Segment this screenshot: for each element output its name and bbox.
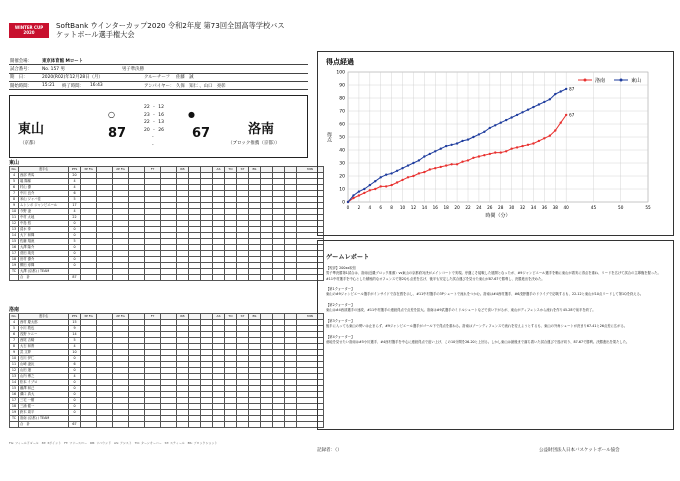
crew-chief: 佐藤 誠 (176, 75, 194, 81)
data-point (423, 171, 425, 173)
data-point (396, 170, 398, 172)
x-tick-label: 10 (399, 205, 406, 210)
y-tick-label: 70 (339, 109, 345, 115)
data-point (538, 103, 540, 105)
data-point (532, 142, 534, 144)
player-row: 13 清水 拳 0 (10, 227, 324, 233)
player-row: 14 大下 和輝 0 (10, 233, 324, 239)
x-tick-label: 50 (618, 205, 624, 210)
data-point (369, 189, 371, 191)
data-point (527, 109, 529, 111)
data-point (500, 122, 502, 124)
home-team-name: 東山 (18, 122, 45, 137)
data-point (472, 157, 474, 159)
data-point (549, 98, 551, 100)
x-tick-label: 26 (487, 205, 493, 210)
data-point (478, 155, 480, 157)
data-point (418, 159, 420, 161)
data-point (423, 155, 425, 157)
game-number: No. 157 男 (42, 66, 65, 72)
player-row: 6 浅野 ケニー 14 (10, 332, 324, 338)
data-point (385, 174, 387, 176)
data-point (429, 168, 431, 170)
x-tick-label: 12 (410, 205, 417, 210)
data-point (369, 184, 371, 186)
x-tick-label: 20 (454, 205, 460, 210)
data-point (363, 192, 365, 194)
data-point (494, 151, 496, 153)
data-point (363, 188, 365, 190)
x-tick-label: 16 (432, 205, 438, 210)
stats-legend: FG: フィールドゴール 3P: 3ポイント FT: フリースロー RB: リバウンド AS: アシスト TO: ターンオーバー ST: スティール BS: ブロックショット (9, 441, 218, 445)
data-point (532, 106, 534, 108)
legend-label: 洛南 (595, 78, 606, 84)
player-row: 19 鈴木 周平 0 (10, 410, 324, 416)
data-point (429, 153, 431, 155)
report-body: 【短評】200xx取信 男子準決勝第1試合は、洛南(近畿ブロック推薦）vs東山の京都府対決がメインコートで実現。序盤こそ接戦した展開となったが、#9ジャンピエール選手を軸に東山が着実に得点を重ね、リードを広げて試合の主導権を握った。#11中村選手を中心とした積極的なオフェンスで第2Qも点差を広げ、後半も安定した試合運びを見せた東山が87-67で勝利し、決勝進出を決めた。 【第1クォーター】 東山の#9ジャンピエール選手がインサイドで存在感を示し、#11中村選手の3Pシュートで流れをつかむ。洛南は#4西村選手、#6浅野選手のドライブで応戦するも、22-12と東山が10点リードして第1Qを終える。 【第2クォーター】 東山は#4西部選手の速攻、#11中村選手の連続得点で点差を拡大。洛南は#9武選手のミドルシュートなどで食い下がるが、東山がディフェンスから流れを作り45-28で前半を終了。 【第3クォーター】 後半に入っても東山の勢いは止まらず、#9ジャンピエール選手がゴール下で得点を重ねる。洛南はゾーンディフェンスで流れを変えようとするも、東山の外角シュートが決まり67-41と26点差に広がる。 【第4クォーター】 意地を見せたい洛南は#5小川選手、#4西村選手を中心に連続得点で追い上げ、この10分間を26-20と上回る。しかし東山は最後まで落ち着いた試合運びで逃げ切り、87-67で勝利。決勝進出を果たした。 (326, 266, 661, 345)
score-panel (9, 95, 308, 158)
data-point (440, 166, 442, 168)
x-tick-label: 4 (368, 205, 372, 210)
data-point (549, 135, 551, 137)
data-point (505, 150, 507, 152)
x-tick-label: 14 (421, 205, 428, 210)
player-row: 4 西部 秀馬 20 (10, 173, 324, 179)
home-score: 87 (108, 126, 127, 141)
data-point (527, 144, 529, 146)
total-row: 合 計 87 (10, 275, 324, 281)
document-title (56, 21, 316, 39)
player-row: 8 米山 ジャバ佳 5 (10, 197, 324, 203)
y-tick-label: 20 (339, 174, 345, 180)
data-point (401, 179, 403, 181)
data-point (554, 129, 556, 131)
end-time: 16:43 (90, 83, 103, 89)
y-tick-label: 10 (339, 187, 345, 193)
home-box-score (9, 166, 324, 281)
data-point (478, 133, 480, 135)
player-row: 16 溝口 真大 0 (10, 392, 324, 398)
stats-header-row: No. 選手名 PTS 3P FG 2P FG FT RB AS TO ST BS MIN (10, 314, 324, 320)
x-tick-label: 8 (390, 205, 393, 210)
x-tick-label: 18 (443, 205, 449, 210)
player-row: 7 中川 良介 6 (10, 191, 324, 197)
data-point (467, 159, 469, 161)
y-tick-label: 80 (339, 96, 345, 102)
x-tick-label: 22 (465, 205, 471, 210)
player-row: 5 堀 陽稀 4 (10, 179, 324, 185)
chart-svg (318, 52, 675, 237)
x-tick-label: 55 (645, 205, 651, 210)
team-row: TC 大澤 (京都) / TEAM (10, 269, 324, 275)
data-point (358, 190, 360, 192)
data-point (445, 145, 447, 147)
data-point (380, 176, 382, 178)
start-time: 15:21 (42, 83, 55, 89)
data-point (412, 175, 414, 177)
player-row: 6 村山 優 4 (10, 185, 324, 191)
y-tick-label: 60 (339, 122, 345, 128)
data-point (407, 176, 409, 178)
x-tick-label: 24 (476, 205, 482, 210)
y-tick-label: 30 (339, 161, 345, 167)
y-axis-label: 得点 (326, 132, 332, 142)
x-tick-label: 38 (552, 205, 558, 210)
team-row: TC 洛南 (京都) / TEAM (10, 416, 324, 422)
win-mark: ○ (108, 110, 115, 119)
player-row: 7 西尾 吉騎 5 (10, 338, 324, 344)
data-point (472, 136, 474, 138)
x-axis-label: 時間（分） (485, 213, 511, 219)
data-point (374, 180, 376, 182)
data-point (434, 150, 436, 152)
data-point (521, 145, 523, 147)
data-point (565, 114, 567, 116)
chart-title: 得点経過 (326, 58, 354, 66)
data-point (521, 111, 523, 113)
data-point (347, 201, 349, 203)
data-point (407, 164, 409, 166)
data-point (418, 172, 420, 174)
data-point (510, 148, 512, 150)
player-row: 9 ムトンボ ジャンピエール 17 (10, 203, 324, 209)
player-row: 15 佐藤 翔流 5 (10, 239, 324, 245)
player-row: 19 柳田 寿輝 0 (10, 263, 324, 269)
total-row: 合 計 67 (10, 422, 324, 428)
organization: 公益財団法人日本バスケットボール協会 (539, 448, 620, 453)
game-info: 開催会場： 東京体育館 Mロート 試合番号： No. 157 男 男子準決勝 期 日： 2020(R02)年12月28日（月） クルーチーフ 佐藤 誠 開始時間： 15:21 終了時間： 16:43 アンパイヤー： 久保 知仁 、山口 亮彰 (9, 57, 308, 90)
data-point (505, 119, 507, 121)
series-end-label: 67 (569, 112, 575, 118)
x-tick-label: 0 (346, 205, 350, 210)
game-report (317, 240, 674, 430)
data-point (456, 142, 458, 144)
player-row: 17 三宅 一樹 0 (10, 398, 324, 404)
data-point (401, 167, 403, 169)
data-point (450, 144, 452, 146)
venue: 東京体育館 Mロート (42, 58, 84, 64)
x-tick-label: 36 (541, 205, 548, 210)
score-progress-chart (317, 51, 674, 236)
player-row: 4 西村 慶太郎 15 (10, 320, 324, 326)
y-tick-label: 100 (336, 70, 345, 76)
data-point (461, 140, 463, 142)
away-team-name: 洛南 (248, 122, 275, 137)
player-row: 18 田村 優介 0 (10, 257, 324, 263)
player-row: 11 中村 太地 22 (10, 215, 324, 221)
data-point (483, 131, 485, 133)
y-tick-label: 40 (339, 148, 345, 154)
data-point (434, 167, 436, 169)
title-line-1: SoftBank ウインターカップ2020 令和2年度 第73回全国高等学校バス (56, 21, 285, 30)
logo: WINTER CUP 2020 (9, 23, 49, 38)
home-section-title: 東山 (9, 160, 20, 166)
data-point (565, 88, 567, 90)
umpires: 久保 知仁 、山口 亮彰 (176, 83, 226, 89)
y-tick-label: 90 (339, 83, 345, 89)
data-point (543, 137, 545, 139)
data-point (385, 185, 387, 187)
player-row: 9 武 文夢 10 (10, 350, 324, 356)
data-point (500, 151, 502, 153)
x-tick-label: 6 (379, 205, 383, 210)
data-point (560, 122, 562, 124)
data-point (380, 185, 382, 187)
stats-header-row: No. 選手名 PTS 3P FG 2P FG FT RB AS TO ST BS MIN (10, 167, 324, 173)
x-tick-label: 30 (508, 205, 515, 210)
date: 2020(R02)年12月28日（月） (42, 75, 103, 81)
home-team-pref: （京都） (20, 141, 38, 146)
x-tick-label: 34 (530, 205, 537, 210)
y-tick-label: 0 (342, 200, 345, 206)
y-tick-label: 50 (339, 135, 345, 141)
round: 男子準決勝 (122, 66, 144, 72)
player-row: 14 松本 イブロ 0 (10, 380, 324, 386)
data-point (560, 90, 562, 92)
player-row: 15 藤澤 和己 0 (10, 386, 324, 392)
x-tick-label: 40 (563, 205, 569, 210)
data-point (440, 148, 442, 150)
data-point (390, 172, 392, 174)
x-tick-label: 2 (357, 205, 361, 210)
player-row: 11 山崎 凌汰 6 (10, 362, 324, 368)
away-score: 67 (192, 126, 211, 141)
data-point (510, 116, 512, 118)
data-point (456, 163, 458, 165)
data-point (489, 153, 491, 155)
x-tick-label: 45 (590, 205, 597, 210)
legend-marker (620, 79, 623, 82)
x-tick-label: 28 (498, 205, 504, 210)
legend-marker (584, 79, 587, 82)
away-box-score (9, 313, 324, 428)
player-row: 12 中島 悠 0 (10, 221, 324, 227)
data-point (516, 114, 518, 116)
data-point (412, 162, 414, 164)
player-row: 8 大石 和貴 4 (10, 344, 324, 350)
data-point (554, 93, 556, 95)
away-section-title: 洛南 (9, 307, 20, 313)
player-row: 10 石川 伊仁 0 (10, 356, 324, 362)
player-row: 12 山田 遼 0 (10, 368, 324, 374)
player-row: 18 三浦 健一 0 (10, 404, 324, 410)
data-point (494, 124, 496, 126)
data-point (450, 163, 452, 165)
data-point (396, 181, 398, 183)
data-point (489, 127, 491, 129)
recorder: 記録者：（） (317, 448, 342, 453)
player-row: 5 小川 敦也 9 (10, 326, 324, 332)
x-tick-label: 32 (519, 205, 526, 210)
player-row: 17 菅田 琉亮 0 (10, 251, 324, 257)
away-team-pref: （ブロック推薦（京都）） (228, 141, 280, 146)
data-point (483, 154, 485, 156)
title-line-2: ケットボール選手権大会 (56, 30, 135, 39)
data-point (516, 146, 518, 148)
data-point (538, 140, 540, 142)
data-point (374, 188, 376, 190)
quarter-scores: 22 - 12 23 - 16 22 - 13 20 - 26 - - (144, 105, 164, 148)
data-point (461, 161, 463, 163)
player-row: 13 山内 博之 4 (10, 374, 324, 380)
data-point (445, 164, 447, 166)
series-end-label: 87 (569, 86, 575, 92)
data-point (390, 184, 392, 186)
data-point (543, 101, 545, 103)
data-point (467, 138, 469, 140)
report-title: ゲームレポート (326, 254, 370, 261)
data-point (358, 194, 360, 196)
player-row: 16 大澤 隆介 0 (10, 245, 324, 251)
player-row: 10 今野 凌 4 (10, 209, 324, 215)
legend-label: 東山 (631, 78, 642, 84)
lose-mark: ● (188, 110, 195, 119)
data-point (352, 194, 354, 196)
